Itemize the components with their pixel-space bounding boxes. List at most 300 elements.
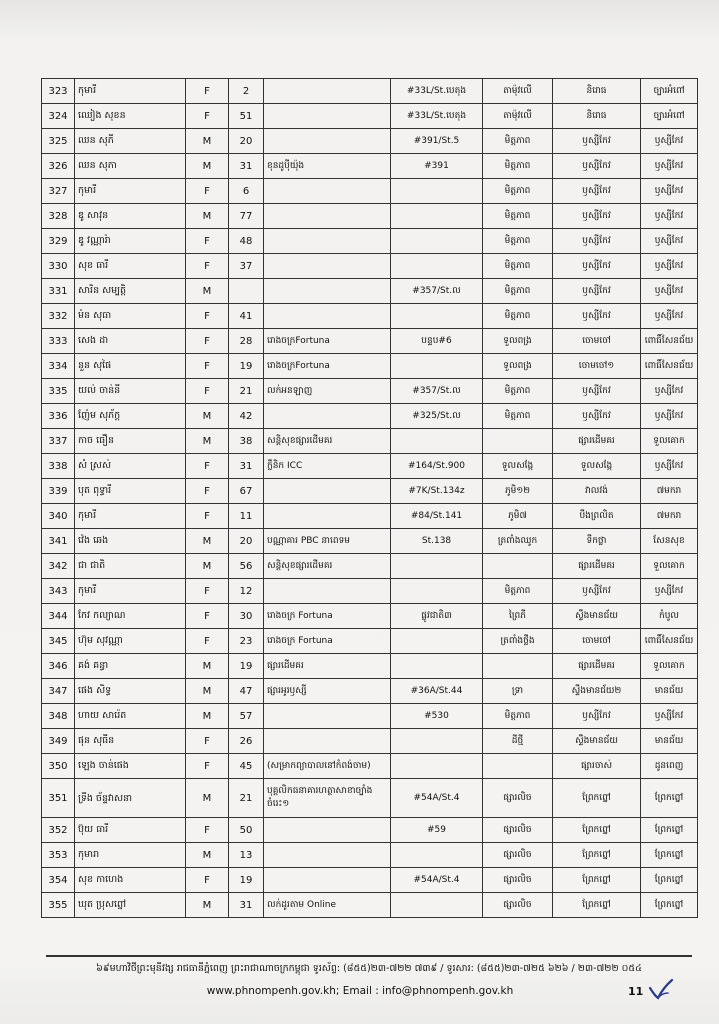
cell-village: [483, 654, 553, 679]
cell-village: មិត្តភាព: [483, 154, 553, 179]
cell-person-name: នួន សុផៃ: [75, 354, 186, 379]
cell-row-number: 349: [42, 729, 75, 754]
cell-age: 42: [229, 404, 264, 429]
cell-sex: F: [186, 254, 229, 279]
cell-person-name: កាច ធឿន: [75, 429, 186, 454]
cell-row-number: 331: [42, 279, 75, 304]
cell-workplace: ក្លឹនិក ICC: [264, 454, 391, 479]
table-row: [42, 868, 698, 893]
cell-commune: ឫស្សីកែវ: [553, 404, 641, 429]
table-row: [42, 554, 698, 579]
cell-age: 51: [229, 104, 264, 129]
cell-house-street: [391, 893, 483, 918]
cell-person-name: ឃុត ប្រុសព្នៅ: [75, 893, 186, 918]
cell-sex: M: [186, 279, 229, 304]
cell-village: ទួលពង្រ: [483, 329, 553, 354]
cell-sex: F: [186, 179, 229, 204]
cell-row-number: 346: [42, 654, 75, 679]
cell-workplace: [264, 254, 391, 279]
cell-sex: M: [186, 129, 229, 154]
cell-workplace: [264, 279, 391, 304]
cell-house-street: [391, 729, 483, 754]
cell-person-name: កុមារី: [75, 579, 186, 604]
cell-row-number: 323: [42, 79, 75, 104]
cell-person-name: ជា ជាតិ: [75, 554, 186, 579]
cell-row-number: 351: [42, 779, 75, 818]
cell-house-street: [391, 204, 483, 229]
cell-workplace: (សម្រាកព្យាបាលនៅកំពង់ចាម): [264, 754, 391, 779]
cell-row-number: 347: [42, 679, 75, 704]
cell-person-name: កុមារា: [75, 843, 186, 868]
cell-age: 77: [229, 204, 264, 229]
cell-village: តាម៉ុវលើ: [483, 79, 553, 104]
cell-age: 57: [229, 704, 264, 729]
table-row: [42, 429, 698, 454]
cell-district: ឫស្សីកែវ: [641, 154, 698, 179]
table-row: [42, 179, 698, 204]
cell-house-street: [391, 554, 483, 579]
cell-sex: M: [186, 154, 229, 179]
cell-commune: ឫស្សីកែវ: [553, 229, 641, 254]
cell-age: 20: [229, 529, 264, 554]
cell-sex: M: [186, 404, 229, 429]
cell-house-street: [391, 579, 483, 604]
cell-district: មានជ័យ: [641, 679, 698, 704]
cell-workplace: សន្តិសុខផ្សារដើមគរ: [264, 429, 391, 454]
cell-commune: ផ្សារដើមគរ: [553, 429, 641, 454]
cell-sex: F: [186, 604, 229, 629]
cell-commune: ចោមចៅ: [553, 329, 641, 354]
cell-district: ឫស្សីកែវ: [641, 229, 698, 254]
cell-commune: ឫស្សីកែវ: [553, 154, 641, 179]
cell-sex: F: [186, 579, 229, 604]
cell-person-name: ផេង សិទ្ធ: [75, 679, 186, 704]
cell-workplace: [264, 104, 391, 129]
cell-sex: F: [186, 379, 229, 404]
cell-house-street: #391/St.5: [391, 129, 483, 154]
cell-village: [483, 429, 553, 454]
cell-person-name: កុមារី: [75, 79, 186, 104]
cell-workplace: លក់អនឡាញ: [264, 379, 391, 404]
cell-house-street: [391, 754, 483, 779]
cell-person-name: ឈន សុភា: [75, 154, 186, 179]
cell-row-number: 353: [42, 843, 75, 868]
cell-person-name: យល់ ចាន់នី: [75, 379, 186, 404]
cell-commune: និរោធ: [553, 79, 641, 104]
cell-person-name: ឌូ សាវុន: [75, 204, 186, 229]
table-row: [42, 629, 698, 654]
cell-sex: F: [186, 818, 229, 843]
table-row: [42, 104, 698, 129]
cell-row-number: 342: [42, 554, 75, 579]
cell-age: 37: [229, 254, 264, 279]
cell-row-number: 350: [42, 754, 75, 779]
table-row: [42, 154, 698, 179]
cell-age: 41: [229, 304, 264, 329]
cell-age: 20: [229, 129, 264, 154]
cell-sex: F: [186, 479, 229, 504]
cell-house-street: [391, 843, 483, 868]
cell-commune: ឫស្សីកែវ: [553, 179, 641, 204]
cell-row-number: 332: [42, 304, 75, 329]
cell-row-number: 341: [42, 529, 75, 554]
cell-district: ពោធិ៍សែនជ័យ: [641, 629, 698, 654]
cell-sex: M: [186, 204, 229, 229]
cell-person-name: កុមារី: [75, 504, 186, 529]
cell-commune: ទឹកថ្លា: [553, 529, 641, 554]
cell-age: 47: [229, 679, 264, 704]
cell-row-number: 329: [42, 229, 75, 254]
cell-house-street: [391, 629, 483, 654]
cell-row-number: 328: [42, 204, 75, 229]
table-row: [42, 129, 698, 154]
cell-sex: M: [186, 704, 229, 729]
cell-house-street: [391, 304, 483, 329]
cell-village: ផ្សារលិច: [483, 779, 553, 818]
cell-house-street: [391, 229, 483, 254]
cell-house-street: #325/St.ល: [391, 404, 483, 429]
cell-age: 30: [229, 604, 264, 629]
cell-commune: បឹងព្រលិត: [553, 504, 641, 529]
table-row: [42, 604, 698, 629]
cell-sex: F: [186, 354, 229, 379]
cell-commune: ស្ទឹងមានជ័យ: [553, 604, 641, 629]
table-row: [42, 679, 698, 704]
cell-district: សែនសុខ: [641, 529, 698, 554]
cell-person-name: កែវ កល្យាណ: [75, 604, 186, 629]
cell-sex: F: [186, 868, 229, 893]
cell-commune: ផ្សារដើមគរ: [553, 654, 641, 679]
cell-row-number: 344: [42, 604, 75, 629]
cell-row-number: 330: [42, 254, 75, 279]
cell-sex: F: [186, 454, 229, 479]
cell-district: មានជ័យ: [641, 729, 698, 754]
cell-district: ដូនពេញ: [641, 754, 698, 779]
cell-village: មិត្តភាព: [483, 304, 553, 329]
cell-district: ឫស្សីកែវ: [641, 179, 698, 204]
cell-age: 67: [229, 479, 264, 504]
cell-commune: ព្រែកព្នៅ: [553, 818, 641, 843]
cell-workplace: ផ្សារអូរឫស្សី: [264, 679, 391, 704]
cell-commune: ទួលសង្កែ: [553, 454, 641, 479]
cell-workplace: [264, 504, 391, 529]
cell-workplace: [264, 204, 391, 229]
cell-age: 6: [229, 179, 264, 204]
cell-row-number: 340: [42, 504, 75, 529]
cell-commune: ព្រែកព្នៅ: [553, 868, 641, 893]
cell-row-number: 338: [42, 454, 75, 479]
cell-row-number: 327: [42, 179, 75, 204]
cell-age: 38: [229, 429, 264, 454]
cell-age: 26: [229, 729, 264, 754]
cell-village: ព្រៃភី: [483, 604, 553, 629]
cell-village: មិត្តភាព: [483, 279, 553, 304]
cell-district: ព្រែកព្នៅ: [641, 843, 698, 868]
cell-commune: ឫស្សីកែវ: [553, 704, 641, 729]
cell-age: 19: [229, 354, 264, 379]
cell-workplace: ផ្សារដើមគរ: [264, 654, 391, 679]
handwritten-check-mark: [648, 978, 674, 1000]
cell-commune: ឫស្សីកែវ: [553, 379, 641, 404]
cell-age: 19: [229, 654, 264, 679]
cell-workplace: [264, 304, 391, 329]
cell-age: 50: [229, 818, 264, 843]
cell-sex: M: [186, 554, 229, 579]
cell-sex: M: [186, 779, 229, 818]
cell-house-street: [391, 654, 483, 679]
cell-sex: M: [186, 893, 229, 918]
cell-workplace: [264, 404, 391, 429]
cell-person-name: សារិន សម្បត្តិ: [75, 279, 186, 304]
cell-district: ឫស្សីកែវ: [641, 704, 698, 729]
cell-district: ទួលគោក: [641, 429, 698, 454]
cell-district: ឫស្សីកែវ: [641, 129, 698, 154]
cell-commune: ឫស្សីកែវ: [553, 254, 641, 279]
cell-age: 21: [229, 379, 264, 404]
footer-website-email: www.phnompenh.gov.kh; Email : info@phnompenh.gov.kh: [206, 985, 514, 997]
cell-house-street: [391, 354, 483, 379]
cell-district: ៧មករា: [641, 504, 698, 529]
cell-house-street: #36A/St.44: [391, 679, 483, 704]
cell-village: ភូមិ១២: [483, 479, 553, 504]
cell-district: ឫស្សីកែវ: [641, 204, 698, 229]
cell-house-street: #7K/St.134z: [391, 479, 483, 504]
cell-row-number: 348: [42, 704, 75, 729]
cell-person-name: ឈៀង សុខន: [75, 104, 186, 129]
cell-sex: F: [186, 504, 229, 529]
cell-age: 31: [229, 454, 264, 479]
cell-sex: F: [186, 729, 229, 754]
cell-row-number: 343: [42, 579, 75, 604]
cell-age: 12: [229, 579, 264, 604]
cell-village: ភូមិ៧: [483, 504, 553, 529]
cell-age: 13: [229, 843, 264, 868]
cell-district: ព្រែកព្នៅ: [641, 893, 698, 918]
cell-person-name: កុមារី: [75, 179, 186, 204]
cell-row-number: 334: [42, 354, 75, 379]
cell-workplace: [264, 729, 391, 754]
cell-village: មិត្តភាព: [483, 379, 553, 404]
cell-village: ត្រពាំងថ្លឹង: [483, 629, 553, 654]
cell-person-name: ញ៉ែម សុភ័ក្ត: [75, 404, 186, 429]
cell-district: ឫស្សីកែវ: [641, 279, 698, 304]
table-row: [42, 79, 698, 104]
cell-workplace: ខុនដូបុីយ៉ុង: [264, 154, 391, 179]
cell-person-name: ឡេង ចាន់ផេង: [75, 754, 186, 779]
cell-workplace: រោងចក្រFortuna: [264, 354, 391, 379]
cell-row-number: 345: [42, 629, 75, 654]
cell-house-street: #33L/St.បេតុង: [391, 79, 483, 104]
cell-row-number: 337: [42, 429, 75, 454]
cell-village: មិត្តភាព: [483, 229, 553, 254]
cell-commune: ឫស្សីកែវ: [553, 129, 641, 154]
footer-address: ៦៩មហាវិថីព្រះមុនីវង្ស រាជធានីភ្នំពេញ ព្រះរាជាណាចក្រកម្ពុជា ទូរស័ព្ទ: (៨៥៥)២៣-៧២២ ៧៣៩ / ទូរសារ: (៨៥៥)២៣-៧២៥ ៦២៦ / ២៣-៧២២ ០៥៤: [96, 963, 642, 974]
table-row: [42, 279, 698, 304]
cell-person-name: ហាយ សារ៉េត: [75, 704, 186, 729]
table-row: [42, 304, 698, 329]
cell-district: ឫស្សីកែវ: [641, 379, 698, 404]
cell-district: ឫស្សីកែវ: [641, 254, 698, 279]
table-row: [42, 504, 698, 529]
cell-house-street: #59: [391, 818, 483, 843]
cell-commune: ចោមចៅ១: [553, 354, 641, 379]
cell-person-name: ឈន សុភី: [75, 129, 186, 154]
cell-district: ឫស្សីកែវ: [641, 579, 698, 604]
cell-district: ពោធិ៍សែនជ័យ: [641, 329, 698, 354]
cell-village: ទ្រា: [483, 679, 553, 704]
cell-commune: ព្រែកព្នៅ: [553, 843, 641, 868]
cell-row-number: 354: [42, 868, 75, 893]
cell-person-name: គង់ គន្ធា: [75, 654, 186, 679]
cell-sex: M: [186, 679, 229, 704]
cell-workplace: លក់ដូរតាម Online: [264, 893, 391, 918]
cell-sex: F: [186, 329, 229, 354]
cell-house-street: #33L/St.បេតុង: [391, 104, 483, 129]
cell-village: [483, 754, 553, 779]
cell-house-street: #357/St.ល: [391, 279, 483, 304]
cell-person-name: ប៊ុយ ធារី: [75, 818, 186, 843]
cell-commune: ឫស្សីកែវ: [553, 279, 641, 304]
cell-village: ផ្សារលិច: [483, 893, 553, 918]
cell-sex: F: [186, 754, 229, 779]
cell-commune: ផ្សារចាស់: [553, 754, 641, 779]
table-row: [42, 329, 698, 354]
cell-sex: F: [186, 104, 229, 129]
table-row: [42, 704, 698, 729]
cell-age: 56: [229, 554, 264, 579]
cell-sex: M: [186, 654, 229, 679]
cell-age: 23: [229, 629, 264, 654]
cell-age: [229, 279, 264, 304]
table-row: [42, 229, 698, 254]
cell-village: មិត្តភាព: [483, 179, 553, 204]
table-row: [42, 529, 698, 554]
cell-person-name: សុខ កាហេង: [75, 868, 186, 893]
cell-person-name: សេង ដា: [75, 329, 186, 354]
cell-district: ឫស្សីកែវ: [641, 304, 698, 329]
cell-row-number: 336: [42, 404, 75, 429]
cell-commune: និរោធ: [553, 104, 641, 129]
cell-village: ត្រពាំងឈូក: [483, 529, 553, 554]
table-row: [42, 579, 698, 604]
cell-village: តាម៉ុវលើ: [483, 104, 553, 129]
cell-commune: ចោមចៅ: [553, 629, 641, 654]
table-row: [42, 729, 698, 754]
cell-village: មិត្តភាព: [483, 704, 553, 729]
cell-person-name: បុត ពុទ្ធារី: [75, 479, 186, 504]
cell-district: ទួលគោក: [641, 654, 698, 679]
cell-district: ទួលគោក: [641, 554, 698, 579]
roster-body: [42, 79, 698, 918]
cell-person-name: សុខ ធារី: [75, 254, 186, 279]
cell-house-street: #84/St.141: [391, 504, 483, 529]
table-row: [42, 379, 698, 404]
cell-house-street: [391, 254, 483, 279]
cell-workplace: [264, 704, 391, 729]
cell-house-street: បន្ទប#6: [391, 329, 483, 354]
cell-commune: ព្រែកព្នៅ: [553, 779, 641, 818]
cell-village: ផ្សារលិច: [483, 843, 553, 868]
cell-sex: M: [186, 429, 229, 454]
cell-district: ច្បារអំពៅ: [641, 79, 698, 104]
cell-person-name: ទ្រីង ច័ន្ទវាសនា: [75, 779, 186, 818]
cell-village: មិត្តភាព: [483, 404, 553, 429]
cell-workplace: [264, 843, 391, 868]
cell-workplace: [264, 868, 391, 893]
cell-district: ច្បារអំពៅ: [641, 104, 698, 129]
cell-person-name: ហ៊ុម សុវណ្ណា: [75, 629, 186, 654]
cell-district: ព្រែកព្នៅ: [641, 868, 698, 893]
table-row: [42, 404, 698, 429]
cell-house-street: #357/St.ល: [391, 379, 483, 404]
cell-house-street: St.138: [391, 529, 483, 554]
cell-sex: M: [186, 529, 229, 554]
cell-commune: ព្រែកព្នៅ: [553, 893, 641, 918]
cell-row-number: 355: [42, 893, 75, 918]
cell-person-name: ឌូ វណ្ណារ៉ា: [75, 229, 186, 254]
cell-commune: ផ្សារដើមគរ: [553, 554, 641, 579]
cell-workplace: បណ្ណាគារ PBC នាពេទម: [264, 529, 391, 554]
cell-row-number: 325: [42, 129, 75, 154]
cell-village: [483, 554, 553, 579]
cell-age: 31: [229, 154, 264, 179]
cell-village: មិត្តភាព: [483, 204, 553, 229]
cell-workplace: [264, 179, 391, 204]
table-row: [42, 354, 698, 379]
cell-age: 11: [229, 504, 264, 529]
cell-commune: វាលវង់: [553, 479, 641, 504]
table-row: [42, 254, 698, 279]
cell-sex: F: [186, 629, 229, 654]
cell-row-number: 339: [42, 479, 75, 504]
table-row: [42, 843, 698, 868]
cell-commune: ឫស្សីកែវ: [553, 304, 641, 329]
cell-person-name: ម៉ន សុធា: [75, 304, 186, 329]
cell-house-street: ផ្លូវជាតិ៣: [391, 604, 483, 629]
cell-village: ផ្សារលិច: [483, 818, 553, 843]
cell-district: ឫស្សីកែវ: [641, 454, 698, 479]
cell-person-name: សំ ស្រស់: [75, 454, 186, 479]
table-row: [42, 754, 698, 779]
cell-workplace: រោងចក្រFortuna: [264, 329, 391, 354]
cell-district: ឫស្សីកែវ: [641, 404, 698, 429]
cell-row-number: 324: [42, 104, 75, 129]
cell-person-name: ផុន សុធីន: [75, 729, 186, 754]
cell-village: មិត្តភាព: [483, 579, 553, 604]
cell-row-number: 333: [42, 329, 75, 354]
table-row: [42, 479, 698, 504]
cell-village: ទួលពង្រ: [483, 354, 553, 379]
cell-workplace: [264, 479, 391, 504]
cell-sex: F: [186, 229, 229, 254]
cell-age: 19: [229, 868, 264, 893]
cell-house-street: #530: [391, 704, 483, 729]
footer-divider: [46, 955, 692, 957]
cell-row-number: 326: [42, 154, 75, 179]
cell-house-street: #391: [391, 154, 483, 179]
cell-district: ៧មករា: [641, 479, 698, 504]
cell-commune: ស្ទឹងមានជ័យ២: [553, 679, 641, 704]
cell-district: ព្រែកព្នៅ: [641, 779, 698, 818]
cell-sex: F: [186, 79, 229, 104]
cell-age: 21: [229, 779, 264, 818]
cell-workplace: [264, 129, 391, 154]
cell-workplace: សន្តិសុខផ្សារដើមគរ: [264, 554, 391, 579]
cell-workplace: រោងចក្រ Fortuna: [264, 604, 391, 629]
cell-workplace: រោងចក្រ Fortuna: [264, 629, 391, 654]
cell-age: 45: [229, 754, 264, 779]
cell-row-number: 352: [42, 818, 75, 843]
